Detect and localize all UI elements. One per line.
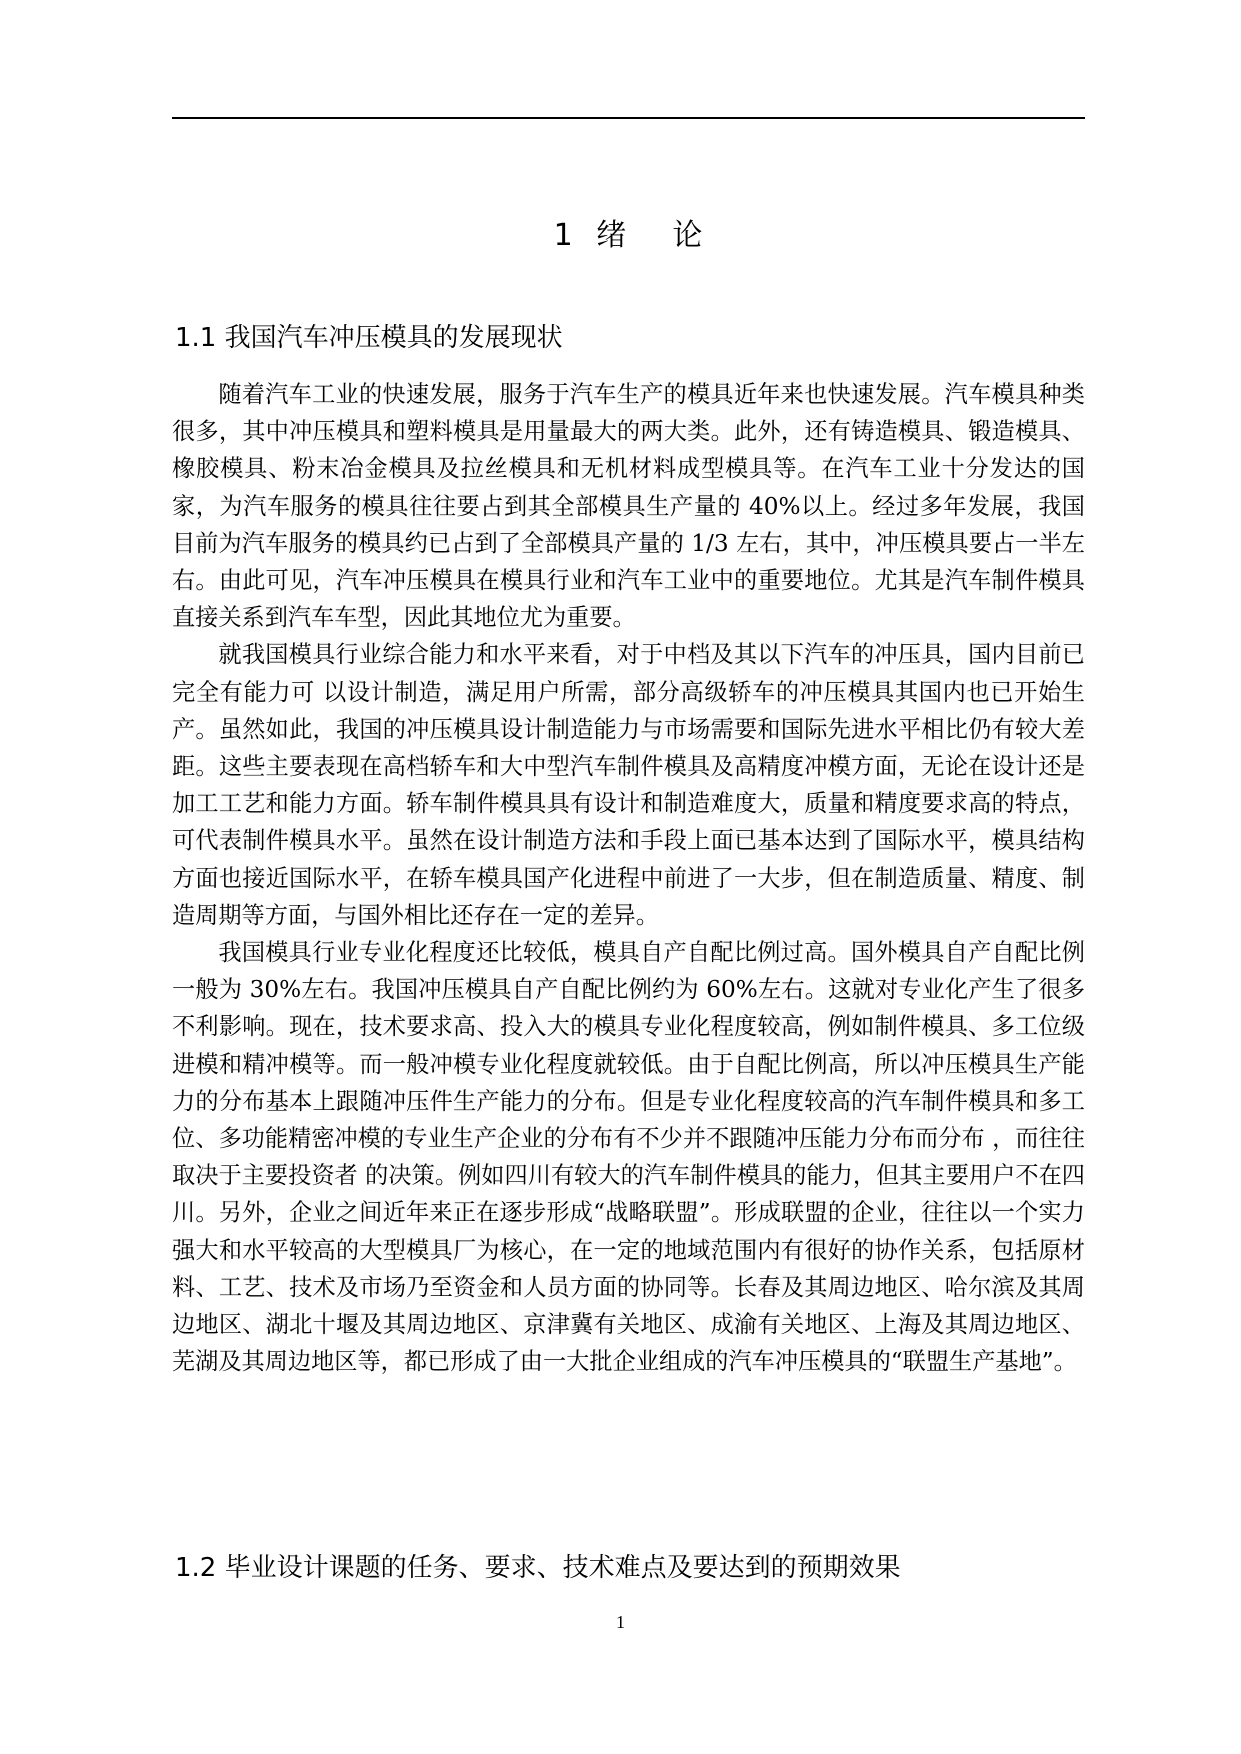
chapter-title: 1 绪 论	[553, 218, 704, 253]
page-number: 1	[616, 1612, 625, 1632]
paragraph-2: 就我国模具行业综合能力和水平来看，对于中档及其以下汽车的冲压具，国内目前已完全有能力可 以设计制造，满足用户所需，部分高级轿车的冲压模具其国内也已开始生产。虽然如此，我国的冲压模具设计制造能力与市场需要和国际先进水平相比仍有较大差距。这些主要表现在高档轿车和大中型汽车制件模具及高精度冲模方面，无论在设计还是加工工艺和能力方面。轿车制件模具具有设计和制造难度大，质量和精度要求高的特点，可代表制件模具水平。虽然在设计制造方法和手段上面已基本达到了国际水平，模具结构方面也接近国际水平，在轿车模具国产化进程中前进了一大步，但在制造质量、精度、制造周期等方面，与国外相比还存在一定的差异。	[172, 641, 1085, 929]
paragraph-3: 我国模具行业专业化程度还比较低，模具自产自配比例过高。国外模具自产自配比例一般为 30%左右。我国冲压模具自产自配比例约为 60%左右。这就对专业化产生了很多不利影响。现在，技术要求高、投入大的模具专业化程度较高，例如制件模具、多工位级进模和精冲模等。而一般冲模专业化程度就较低。由于自配比例高，所以冲压模具生产能力的分布基本上跟随冲压件生产能力的分布。但是专业化程度较高的汽车制件模具和多工位、多功能精密冲模的专业生产企业的分布有不少并不跟随冲压能力分布而分布 ，而往往取决于主要投资者 的决策。例如四川有较大的汽车制件模具的能力，但其主要用户不在四川。另外，企业之间近年来正在逐步形成“战略联盟”。形成联盟的企业，往往以一个实力强大和水平较高的大型模具厂为核心，在一定的地域范围内有很好的协作关系，包括原材料、工艺、技术及市场乃至资金和人员方面的协同等。长春及其周边地区、哈尔滨及其周边地区、湖北十堰及其周边地区、京津冀有关地区、成渝有关地区、上海及其周边地区、芜湖及其周边地区等，都已形成了由一大批企业组成的汽车冲压模具的“联盟生产基地”。	[172, 939, 1085, 1376]
header-rule	[172, 117, 1085, 119]
paragraph-1: 随着汽车工业的快速发展，服务于汽车生产的模具近年来也快速发展。汽车模具种类很多，其中冲压模具和塑料模具是用量最大的两大类。此外，还有铸造模具、锻造模具、橡胶模具、粉末冶金模具及拉丝模具和无机材料成型模具等。在汽车工业十分发达的国家，为汽车服务的模具往往要占到其全部模具生产量的 40%以上。经过多年发展，我国目前为汽车服务的模具约已占到了全部模具产量的 1/3 左右，其中，冲压模具要占一半左右。由此可见，汽车冲压模具在模具行业和汽车工业中的重要地位。尤其是汽车制件模具直接关系到汽车车型，因此其地位尤为重要。	[172, 381, 1085, 632]
section-heading-1-2: 1.2 毕业设计课题的任务、要求、技术难点及要达到的预期效果	[175, 1553, 901, 1583]
section-heading-1-1: 1.1 我国汽车冲压模具的发展现状	[175, 323, 563, 353]
section-1-1-body	[172, 376, 1085, 1380]
